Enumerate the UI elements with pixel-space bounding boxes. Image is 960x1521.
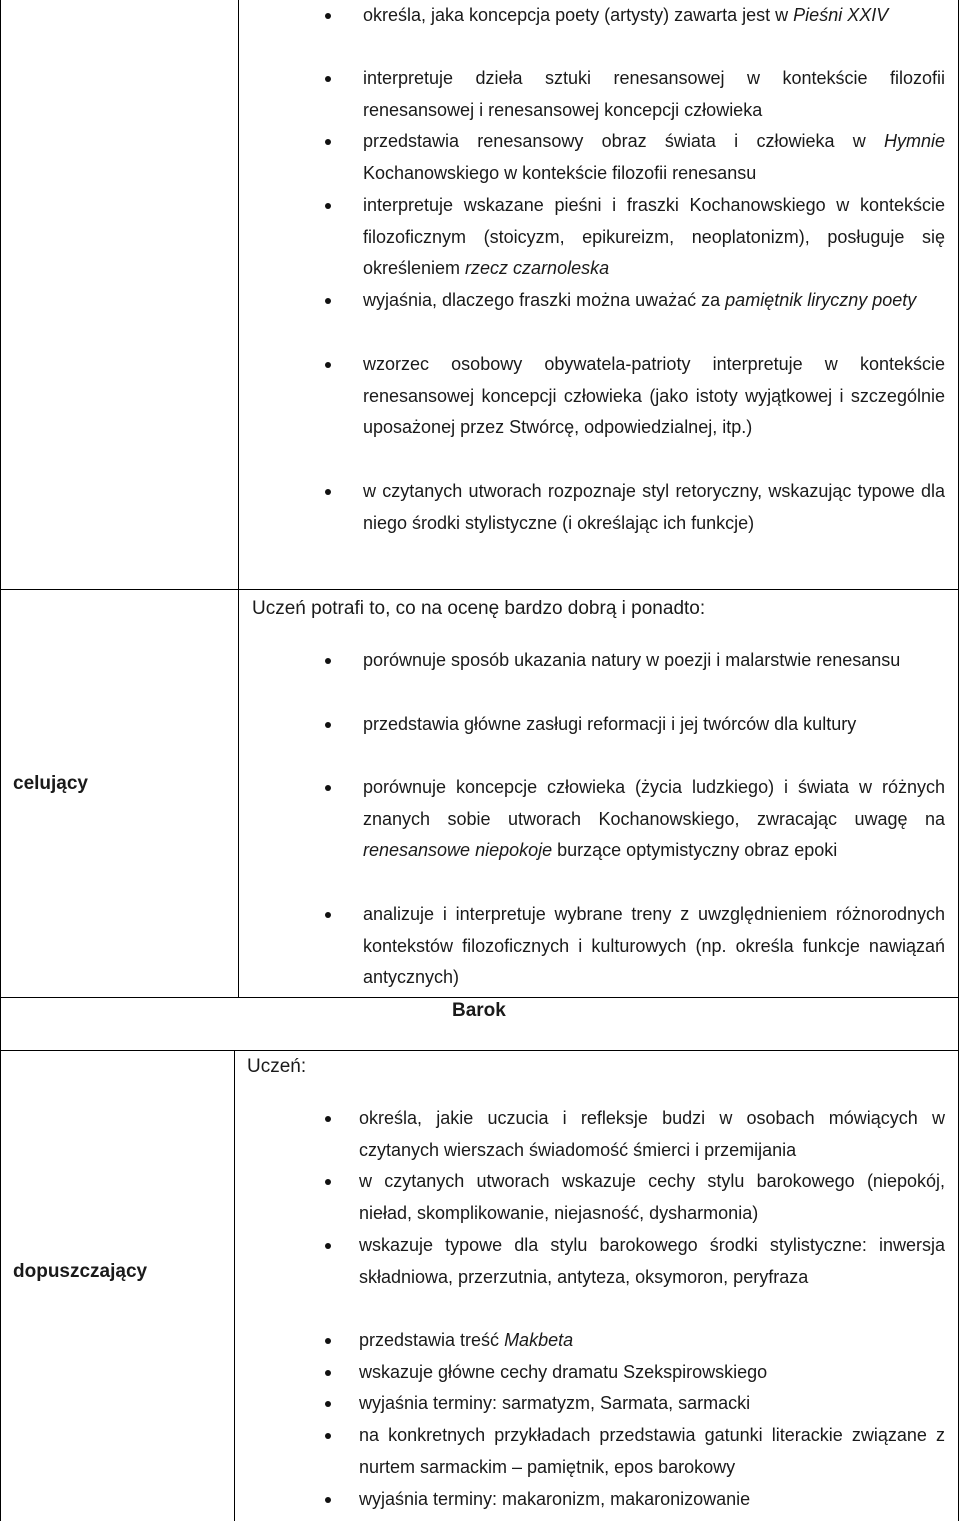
list-item: interpretuje dzieła sztuki renesansowej w kontekście filozofii renesansowej i renesansowej koncepcji człowieka (363, 63, 945, 126)
period-heading: Barok (452, 1000, 506, 1021)
table-border-left (0, 0, 1, 1521)
list-item: przedstawia renesansowy obraz świata i człowieka w Hymnie Kochanowskiego w kontekście filozofii renesansu (363, 126, 945, 189)
row-divider-1 (0, 589, 959, 590)
list-item: w czytanych utworach rozpoznaje styl retoryczny, wskazując typowe dla niego środki stylistyczne (i określając ich funkcje) (363, 476, 945, 539)
row-divider-2 (0, 997, 959, 998)
list-item: na konkretnych przykładach przedstawia gatunki literackie związane z nurtem sarmackim – pamiętnik, epos barokowy (359, 1420, 945, 1483)
column-divider-bottom (234, 1051, 235, 1521)
list-item: określa, jakie uczucia i refleksje budzi w osobach mówiących w czytanych wierszach świadomość śmierci i przemijania (359, 1103, 945, 1166)
list-item: przedstawia treść Makbeta (359, 1325, 945, 1357)
grade-label-dopuszczajacy: dopuszczający (13, 1261, 148, 1282)
table-border-right (958, 0, 959, 1521)
row-intro-text: Uczeń: (247, 1056, 307, 1077)
list-item: wyjaśnia, dlaczego fraszki można uważać za pamiętnik liryczny poety (363, 285, 945, 317)
list-item: przedstawia główne zasługi reformacji i jej twórców dla kultury (363, 709, 945, 741)
list-item: interpretuje wskazane pieśni i fraszki Kochanowskiego w kontekście filozoficznym (stoicyzm, epikureizm, neoplatonizm), posługuje się określeniem rzecz czarnoleska (363, 190, 945, 285)
grade-label-celujacy: celujący (13, 773, 88, 794)
list-item: wyjaśnia terminy: sarmatyzm, Sarmata, sarmacki (359, 1388, 945, 1420)
list-item: wzorzec osobowy obywatela-patrioty interpretuje w kontekście renesansowej koncepcji człowieka (jako istoty wyjątkowej i szczególnie uposażonej przez Stwórcę, odpowiedzialnej, itp.) (363, 349, 945, 444)
list-item: wyjaśnia terminy: makaronizm, makaronizowanie (359, 1484, 945, 1516)
list-item: określa, jaka koncepcja poety (artysty) zawarta jest w Pieśni XXIV (363, 0, 945, 32)
list-item: w czytanych utworach wskazuje cechy stylu barokowego (niepokój, nieład, skomplikowanie, niejasność, dysharmonia) (359, 1166, 945, 1229)
list-item: analizuje i interpretuje wybrane treny z uwzględnieniem różnorodnych kontekstów filozoficznych i kulturowych (np. określa funkcje nawiązań antycznych) (363, 899, 945, 994)
list-item: wskazuje typowe dla stylu barokowego środki stylistyczne: inwersja składniowa, przerzutnia, antyteza, oksymoron, peryfraza (359, 1230, 945, 1293)
list-item: porównuje sposób ukazania natury w poezji i malarstwie renesansu (363, 645, 945, 677)
column-divider-top (238, 0, 239, 998)
list-item: porównuje koncepcje człowieka (życia ludzkiego) i świata w różnych znanych sobie utworach Kochanowskiego, zwracając uwagę na renesansowe niepokoje burzące optymistyczny obraz epoki (363, 772, 945, 867)
row-divider-3 (0, 1050, 959, 1051)
list-item: wskazuje główne cechy dramatu Szekspirowskiego (359, 1357, 945, 1389)
row-intro-text: Uczeń potrafi to, co na ocenę bardzo dobrą i ponadto: (252, 598, 706, 619)
